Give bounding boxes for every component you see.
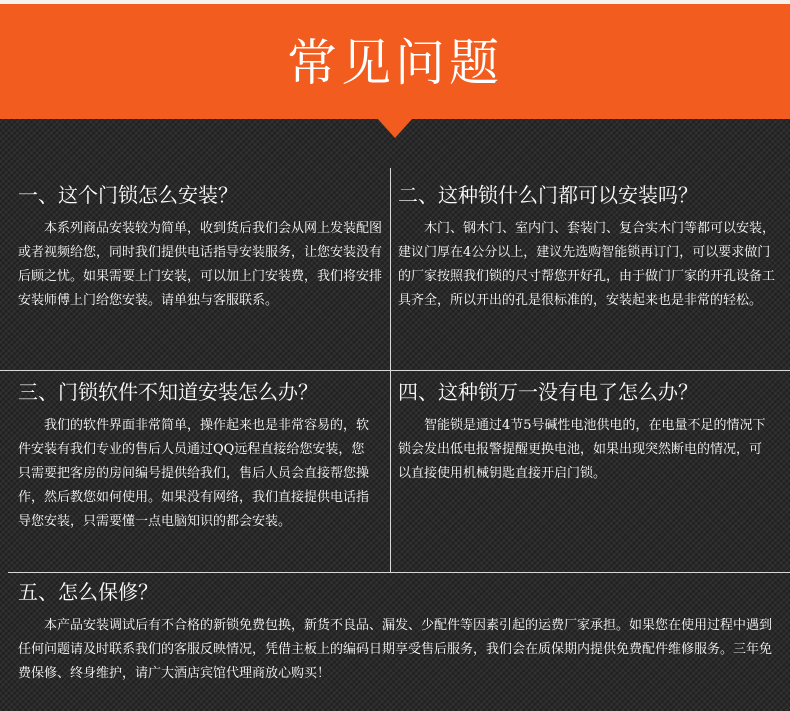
faq-answer-3: 我们的软件界面非常简单，操作起来也是非常容易的，软件安装有我们专业的售后人员通过QQ远程直接给您安装，您只需要把客房的房间编号提供给我们，售后人员会直接帮您操作，然后教您如何使用。如果没有网络，我们直接提供电话指导您安装，只需要懂一点电脑知识的都会安装。 — [18, 418, 370, 529]
faq-section-4 — [398, 378, 768, 486]
faq-answer-4: 智能锁是通过4节5号碱性电池供电的，在电量不足的情况下锁会发出低电报警提醒更换电池，如果出现突然断电的情况，可以直接使用机械钥匙直接开启门锁。 — [398, 418, 766, 481]
banner — [0, 4, 790, 119]
divider-vertical-middle — [390, 370, 391, 572]
faq-section-3 — [18, 378, 372, 534]
faq-question-3: 三、门锁软件不知道安装怎么办？ — [18, 380, 318, 404]
faq-section-2 — [398, 181, 776, 313]
faq-answer-2: 木门、钢木门、室内门、套装门、复合实木门等都可以安装，建议门厚在4公分以上，建议先选购智能锁再订门，可以要求做门的厂家按照我们锁的尺寸帮您开好孔，由于做门厂家的开孔设备工具齐全，所以开出的孔是很标准的，安装起来也是非常的轻松。 — [398, 221, 776, 308]
faq-question-5: 五、怎么保修？ — [18, 580, 158, 604]
divider-vertical-top — [390, 168, 391, 370]
faq-answer-1: 本系列商品安装较为简单，收到货后我们会从网上发装配图或者视频给您，同时我们提供电话指导安装服务，让您安装没有后顾之忧。如果需要上门安装，可以加上门安装费，我们将安排安装师傅上门给您安装。请单独与客服联系。 — [18, 221, 383, 308]
divider-horizontal-1 — [0, 370, 790, 371]
faq-section-5 — [18, 578, 784, 686]
faq-question-2: 二、这种锁什么门都可以安装吗？ — [398, 183, 698, 207]
faq-section-1 — [18, 181, 384, 313]
faq-question-4: 四、这种锁万一没有电了怎么办？ — [398, 380, 698, 404]
divider-horizontal-2 — [8, 572, 790, 573]
banner-arrow — [377, 118, 413, 138]
banner-title: 常见问题 — [287, 34, 503, 92]
faq-answer-5: 本产品安装调试后有不合格的新锁免费包换，新货不良品、漏发、少配件等因素引起的运费厂家承担。如果您在使用过程中遇到任何问题请及时联系我们的客服反映情况，凭借主板上的编码日期享受售后服务，我们会在质保期内提供免费配件维修服务。三年免费保修、终身维护，请广大酒店宾馆代理商放心购买！ — [18, 618, 773, 681]
faq-question-1: 一、这个门锁怎么安装？ — [18, 183, 238, 207]
